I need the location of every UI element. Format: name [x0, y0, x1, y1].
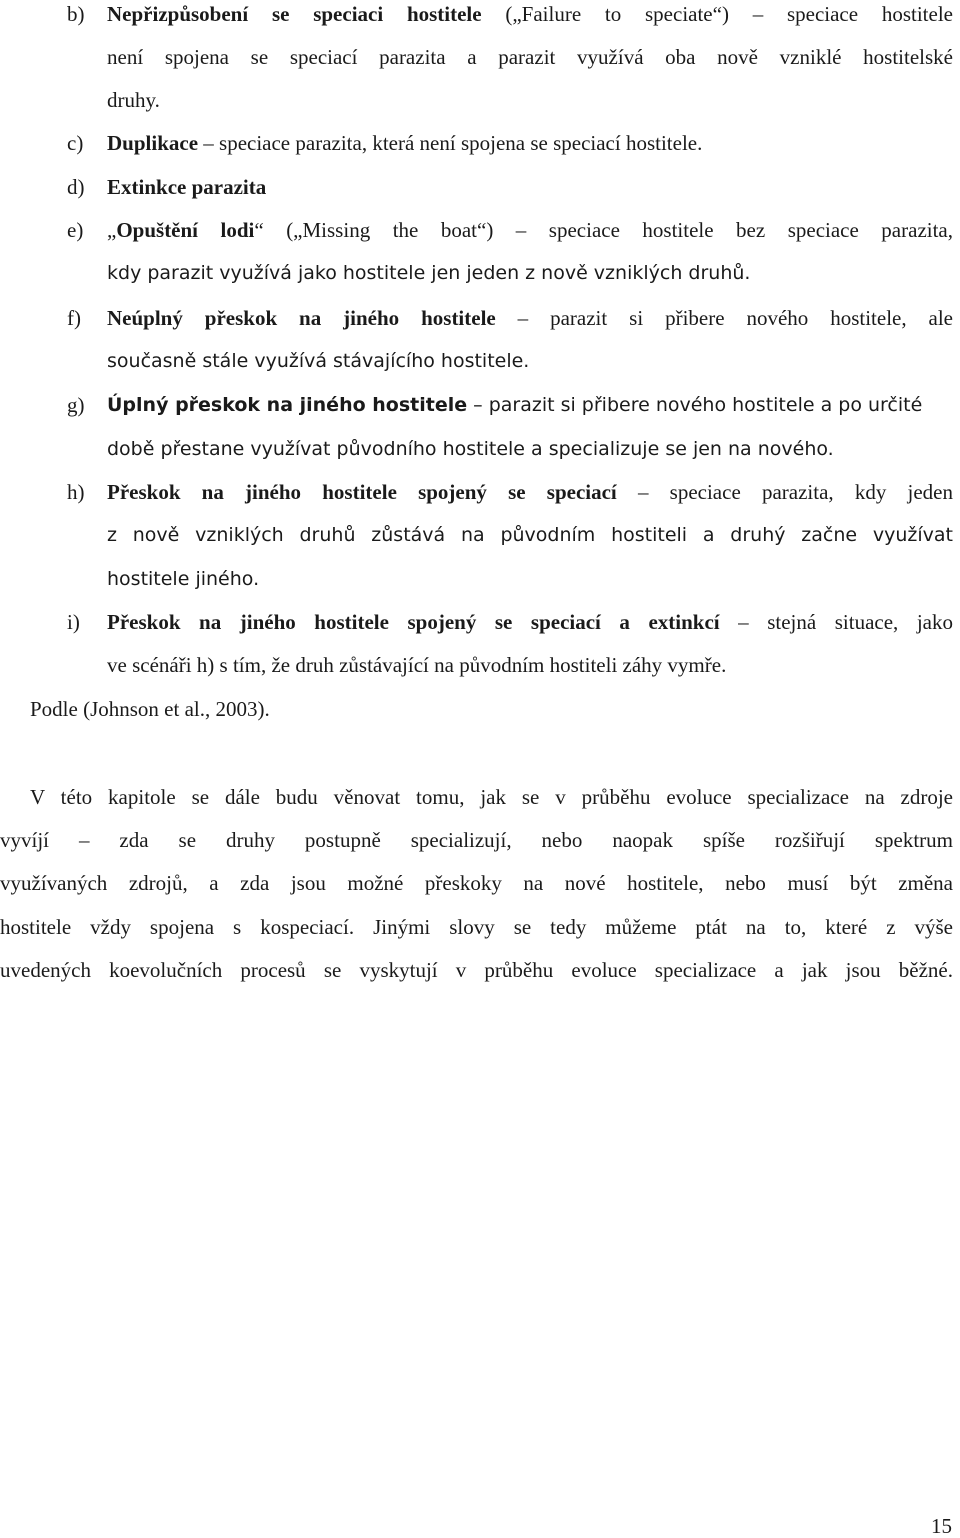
list-line — [107, 259, 953, 287]
list-marker: f) — [67, 306, 81, 330]
list-marker: h) — [67, 480, 85, 504]
term-bold: Úplný přeskok na jiného hostitele — [107, 394, 468, 416]
list-line — [107, 347, 953, 375]
list-line — [107, 0, 953, 28]
list-marker: b) — [67, 2, 85, 26]
list-line — [107, 43, 953, 71]
page-number: 15 — [931, 1514, 952, 1538]
description: – parazit si přibere nového hostitele a po určité — [467, 394, 923, 416]
paragraph-line: využívaných zdrojů, a zda jsou možné přeskoky na nové hostitele, nebo musí být změna — [0, 871, 953, 895]
description: – stejná situace, jako — [719, 610, 953, 634]
description: druhy. — [107, 88, 160, 112]
list-line — [107, 173, 953, 201]
description: – parazit si přibere nového hostitele, ale — [495, 306, 954, 330]
list-marker: c) — [67, 131, 84, 155]
description: není spojena se speciací parazita a parazit využívá oba nově vzniklé hostitelské — [107, 45, 953, 69]
description: “ („Missing the boat“) – speciace hostitele bez speciace parazita, — [254, 218, 954, 242]
list-line — [107, 129, 953, 157]
list-marker: i) — [67, 610, 80, 634]
list-line — [107, 391, 953, 419]
term-bold: Nepřizpůsobení se speciaci hostitele — [107, 2, 482, 26]
term-bold: Přeskok na jiného hostitele spojený se speciací a extinkcí — [107, 610, 720, 634]
description: – speciace parazita, která není spojena se speciací hostitele. — [198, 131, 703, 155]
description: současně stále využívá stávajícího hostitele. — [107, 350, 530, 372]
term-bold: Duplikace — [107, 131, 199, 155]
term-bold: Opuštění lodi — [116, 218, 255, 242]
paragraph-line: vyvíjí – zda se druhy postupně specializují, nebo naopak spíše rozšiřují spektrum — [0, 828, 953, 852]
paragraph-line: uvedených koevolučních procesů se vyskytují v průběhu evoluce specializace a jak jsou běžné. — [0, 958, 953, 982]
description: ve scénáři h) s tím, že druh zůstávající na původním hostiteli záhy vymře. — [107, 653, 727, 677]
list-marker: g) — [67, 393, 85, 417]
list-line — [107, 216, 953, 244]
paragraph-line: hostitele vždy spojena s kospeciací. Jinými slovy se tedy můžeme ptát na to, které z výše — [0, 915, 953, 939]
list-line — [107, 435, 953, 463]
opening-quote: „ — [107, 218, 117, 242]
description: hostitele jiného. — [107, 568, 260, 590]
list-line — [107, 86, 953, 114]
description: době přestane využívat původního hostitele a specializuje se jen na nového. — [107, 438, 834, 460]
description: – speciace parazita, kdy jeden — [616, 480, 953, 504]
list-line — [107, 608, 953, 636]
description: kdy parazit využívá jako hostitele jen jeden z nově vzniklých druhů. — [107, 262, 751, 284]
list-line — [107, 565, 953, 593]
list-line — [107, 651, 953, 679]
list-line — [107, 304, 953, 332]
list-marker: e) — [67, 218, 84, 242]
list-line — [107, 478, 953, 506]
term-bold: Přeskok na jiného hostitele spojený se speciací — [107, 480, 617, 504]
term-bold: Extinkce parazita — [107, 175, 267, 199]
list-line — [107, 521, 953, 549]
paragraph-line: V této kapitole se dále budu věnovat tomu, jak se v průběhu evoluce specializace na zdroje — [30, 785, 953, 809]
description: („Failure to speciate“) – speciace hostitele — [481, 2, 953, 26]
source-citation: Podle (Johnson et al., 2003). — [30, 697, 270, 721]
term-bold: Neúplný přeskok na jiného hostitele — [107, 306, 496, 330]
description: z nově vzniklých druhů zůstává na původním hostiteli a druhý začne využívat — [107, 524, 953, 546]
list-marker: d) — [67, 175, 85, 199]
